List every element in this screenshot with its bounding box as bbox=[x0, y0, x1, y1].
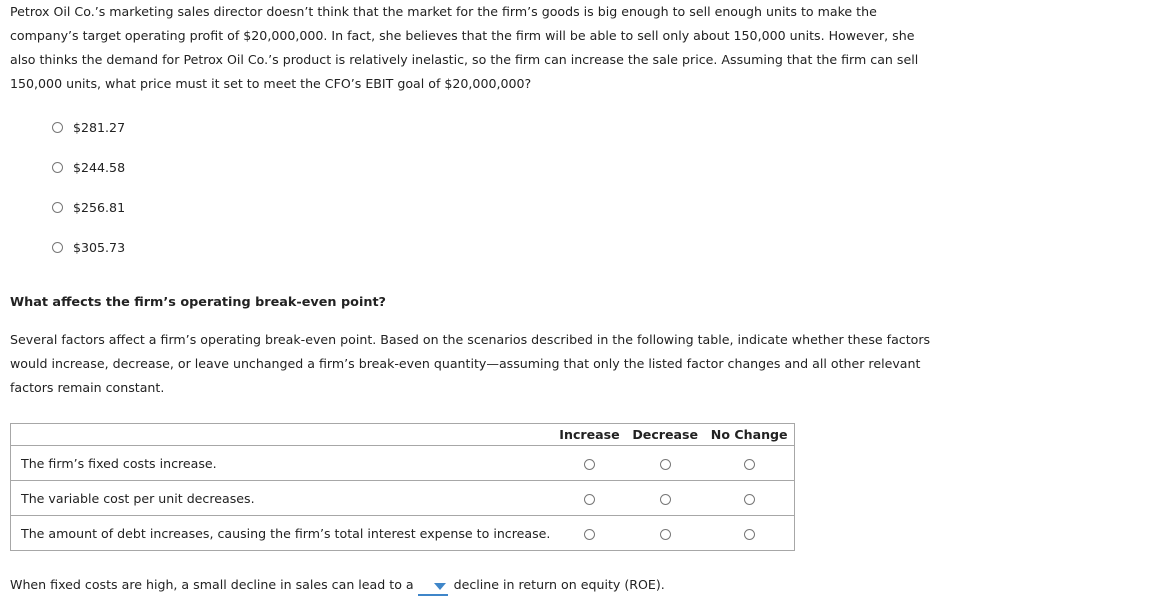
question-text: Petrox Oil Co.’s marketing sales director doesn’t think that the market for the firm’s goods is big enough to sell enough units to make the company’s target operating profit of $20,000,000. In fact, she believes that the firm will be able to sell only about 150,000 units. However, she also thinks the demand for Petrox Oil Co.’s product is relatively inelastic, so the firm can increase the sale price. Assuming that the firm can sell 150,000 units, what price must it set to meet the CFO’s EBIT goal of $20,000,000? bbox=[10, 4, 919, 91]
answer-option-1[interactable] bbox=[52, 118, 125, 136]
table-corner-header bbox=[11, 424, 554, 446]
row-statement: The amount of debt increases, causing the firm’s total interest expense to increase. bbox=[11, 516, 554, 551]
cell-decrease[interactable] bbox=[626, 446, 704, 481]
column-header-no-change: No Change bbox=[710, 427, 788, 442]
answer-option-2[interactable] bbox=[52, 158, 125, 176]
radio-button[interactable] bbox=[52, 242, 63, 253]
radio-button[interactable] bbox=[744, 494, 755, 505]
table-header-row bbox=[11, 424, 795, 446]
fill-in-sentence bbox=[10, 576, 665, 594]
radio-button[interactable] bbox=[660, 529, 671, 540]
row-statement: The variable cost per unit decreases. bbox=[11, 481, 554, 516]
section-heading: What affects the firm’s operating break-even point? bbox=[10, 295, 386, 310]
row-statement: The firm’s fixed costs increase. bbox=[11, 446, 554, 481]
column-header-decrease: Decrease bbox=[632, 427, 699, 442]
cell-decrease[interactable] bbox=[626, 516, 704, 551]
sentence-text-after: decline in return on equity (ROE). bbox=[453, 577, 665, 592]
column-header-increase: Increase bbox=[559, 427, 620, 442]
table-row bbox=[11, 516, 795, 551]
radio-button[interactable] bbox=[52, 122, 63, 133]
radio-button[interactable] bbox=[660, 459, 671, 470]
radio-button[interactable] bbox=[744, 459, 755, 470]
cell-increase[interactable] bbox=[553, 446, 626, 481]
cell-increase[interactable] bbox=[553, 481, 626, 516]
answer-option-label: $256.81 bbox=[73, 199, 126, 215]
radio-button[interactable] bbox=[744, 529, 755, 540]
table-row bbox=[11, 481, 795, 516]
cell-decrease[interactable] bbox=[626, 481, 704, 516]
cell-increase[interactable] bbox=[553, 516, 626, 551]
roe-decline-dropdown[interactable] bbox=[418, 578, 448, 596]
breakeven-factors-table bbox=[10, 423, 795, 551]
radio-button[interactable] bbox=[52, 162, 63, 173]
cell-no-change[interactable] bbox=[704, 481, 794, 516]
radio-button[interactable] bbox=[660, 494, 671, 505]
radio-button[interactable] bbox=[52, 202, 63, 213]
answer-option-label: $244.58 bbox=[73, 159, 126, 175]
radio-button[interactable] bbox=[584, 494, 595, 505]
radio-button[interactable] bbox=[584, 459, 595, 470]
radio-button[interactable] bbox=[584, 529, 595, 540]
answer-option-3[interactable] bbox=[52, 198, 125, 216]
sentence-text-before: When fixed costs are high, a small decline in sales can lead to a bbox=[10, 577, 414, 592]
cell-no-change[interactable] bbox=[704, 446, 794, 481]
cell-no-change[interactable] bbox=[704, 516, 794, 551]
answer-option-label: $281.27 bbox=[73, 119, 126, 135]
answer-option-4[interactable] bbox=[52, 238, 125, 256]
section-intro: Several factors affect a firm’s operating break-even point. Based on the scenarios described in the following table, indicate whether these factors would increase, decrease, or leave unchanged a firm’s break-even quantity—assuming that only the listed factor changes and all other relevant factors remain constant. bbox=[10, 332, 931, 395]
table-row bbox=[11, 446, 795, 481]
caret-down-icon[interactable] bbox=[434, 583, 446, 590]
answer-option-label: $305.73 bbox=[73, 239, 126, 255]
